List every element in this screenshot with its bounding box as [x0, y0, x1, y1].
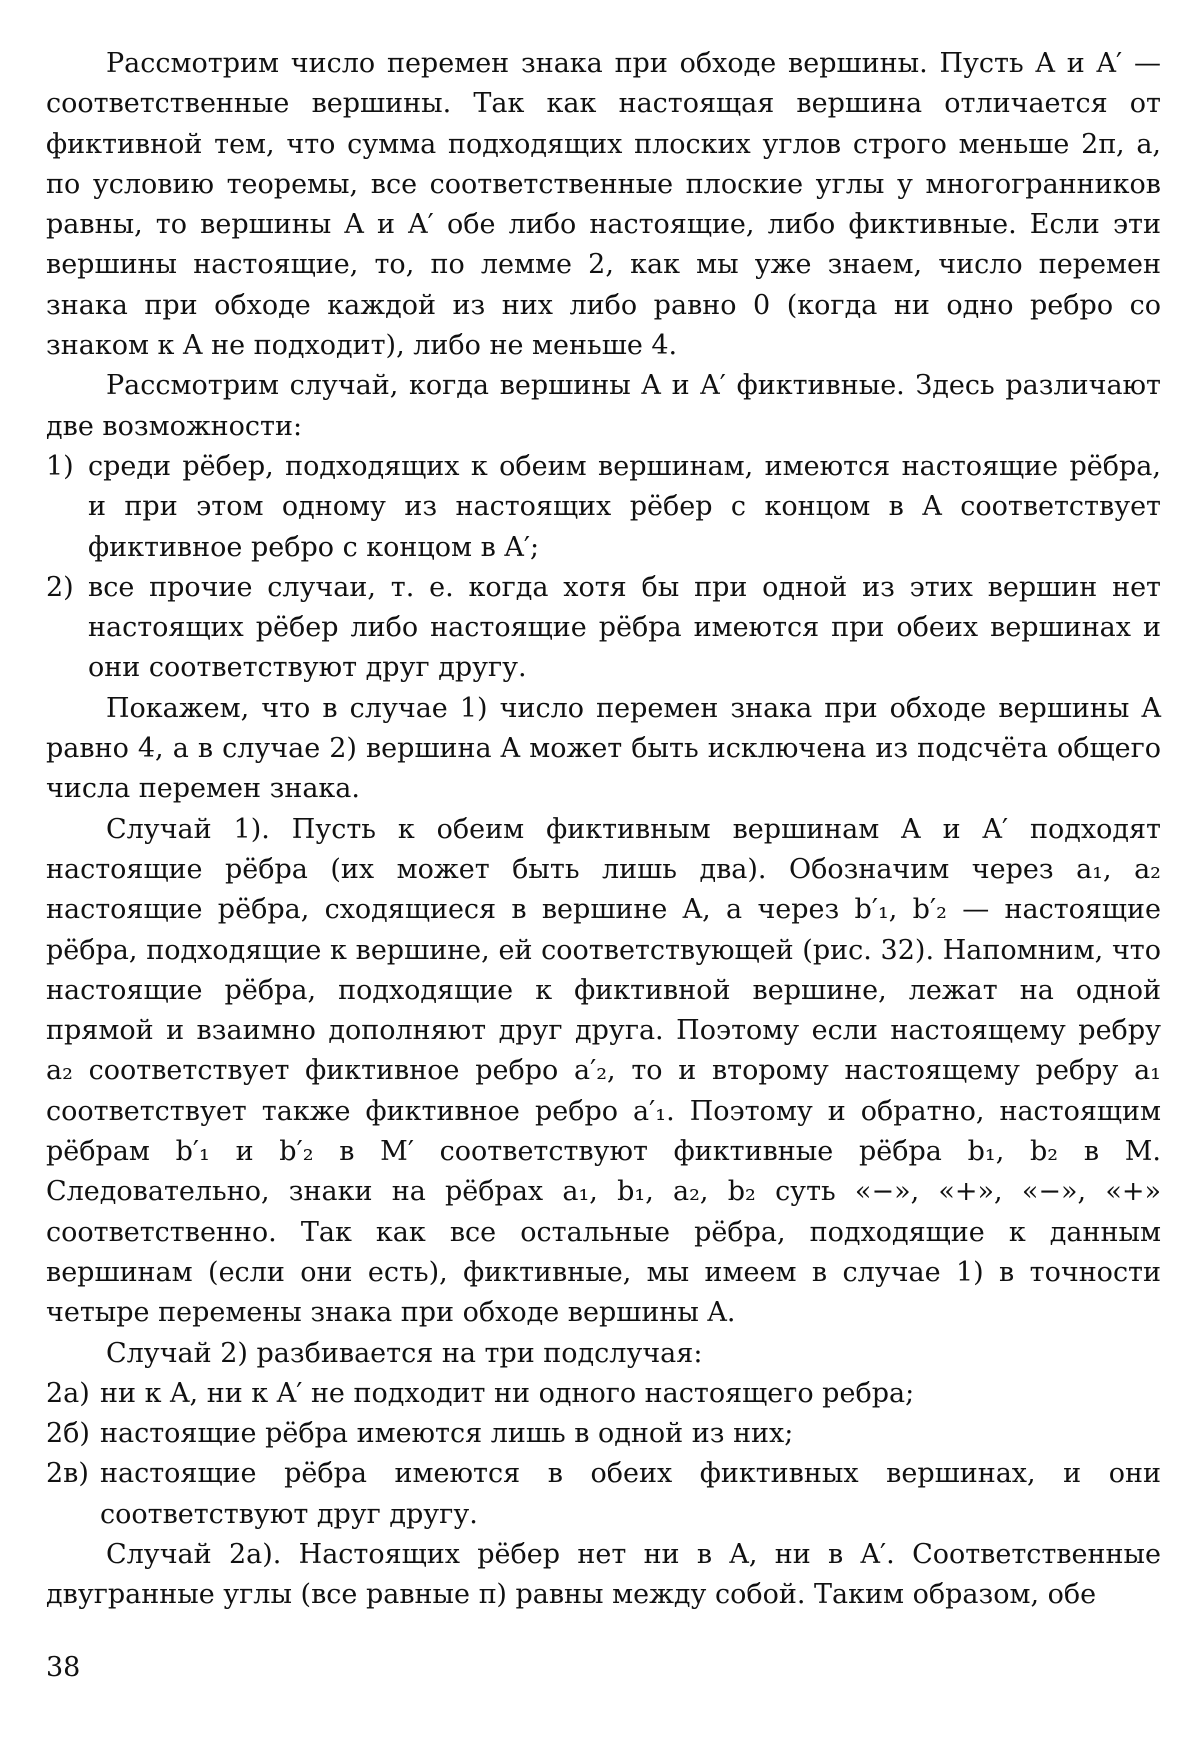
list-item-text: настоящие рёбра имеются лишь в одной из них; — [100, 1418, 794, 1450]
list-item-2a — [46, 1374, 1161, 1414]
paragraph-case-1: Случай 1). Пусть к обеим фиктивным вершинам A и A′ подходят настоящие рёбра (их может быть лишь два). Обозначим через a₁, a₂ настоящие рёбра, сходящиеся в вершине A, а через b′₁, b′₂ — настоящие рёбра, подходящие к вершине, ей соответствующей (рис. 32). Напомним, что настоящие рёбра, подходящие к фиктивной вершине, лежат на одной прямой и взаимно дополняют друг друга. Поэтому если настоящему ребру a₂ соответствует фиктивное ребро a′₂, то и второму настоящему ребру a₁ соответствует также фиктивное ребро a′₁. Поэтому и обратно, настоящим рёбрам b′₁ и b′₂ в M′ соответствуют фиктивные рёбра b₁, b₂ в M. Следовательно, знаки на рёбрах a₁, b₁, a₂, b₂ суть «−», «+», «−», «+» соответственно. Так как все остальные рёбра, подходящие к данным вершинам (если они есть), фиктивные, мы имеем в случае 1) в точности четыре перемены знака при обходе вершины A. — [46, 813, 1161, 1329]
list-item-number: 2в) — [46, 1458, 89, 1490]
page-number: 38 — [46, 1652, 81, 1683]
page-body — [46, 44, 1161, 1616]
list-item-number: 1) — [46, 450, 74, 482]
list-item-1 — [46, 447, 1161, 568]
list-item-number: 2) — [46, 571, 74, 603]
list-item-text: настоящие рёбра имеются в обеих фиктивных вершинах, и они соответствуют друг другу. — [100, 1458, 1161, 1530]
paragraph-vertex-sign-changes: Рассмотрим число перемен знака при обходе вершины. Пусть A и A′ — соответственные вершины. Так как настоящая вершина отличается от фиктивной тем, что сумма подходящих плоских углов строго меньше 2π, а, по условию теоремы, все соответственные плоские углы у многогранников равны, то вершины A и A′ обе либо настоящие, либо фиктивные. Если эти вершины настоящие, то, по лемме 2, как мы уже знаем, число перемен знака при обходе каждой из них либо равно 0 (когда ни одно ребро со знаком к A не подходит), либо не меньше 4. — [46, 48, 1161, 362]
paragraph-claim: Покажем, что в случае 1) число перемен знака при обходе вершины A равно 4, а в случае 2) вершина A может быть исключена из подсчёта общего числа перемен знака. — [46, 692, 1161, 805]
list-item-number: 2а) — [46, 1377, 90, 1409]
paragraph-case-2: Случай 2) разбивается на три подслучая: — [106, 1337, 703, 1369]
paragraph-case-2a: Случай 2а). Настоящих рёбер нет ни в A, ни в A′. Соответственные двугранные углы (все равные π) равны между собой. Таким образом, обе — [46, 1538, 1161, 1611]
list-item-2b — [46, 1414, 1161, 1454]
paragraph-fictive-case: Рассмотрим случай, когда вершины A и A′ фиктивные. Здесь различают две возможности: — [46, 370, 1161, 442]
list-item-text: все прочие случаи, т. е. когда хотя бы при одной из этих вершин нет настоящих рёбер либо настоящие рёбра имеются при обеих вершинах и они соответствуют друг другу. — [88, 571, 1161, 684]
list-item-number: 2б) — [46, 1418, 90, 1450]
list-item-2 — [46, 568, 1161, 689]
list-item-text: ни к A, ни к A′ не подходит ни одного настоящего ребра; — [100, 1377, 915, 1409]
list-item-2c — [46, 1454, 1161, 1535]
list-item-text: среди рёбер, подходящих к обеим вершинам, имеются настоящие рёбра, и при этом одному из настоящих рёбер с концом в A соответствует фиктивное ребро с концом в A′; — [88, 450, 1161, 563]
